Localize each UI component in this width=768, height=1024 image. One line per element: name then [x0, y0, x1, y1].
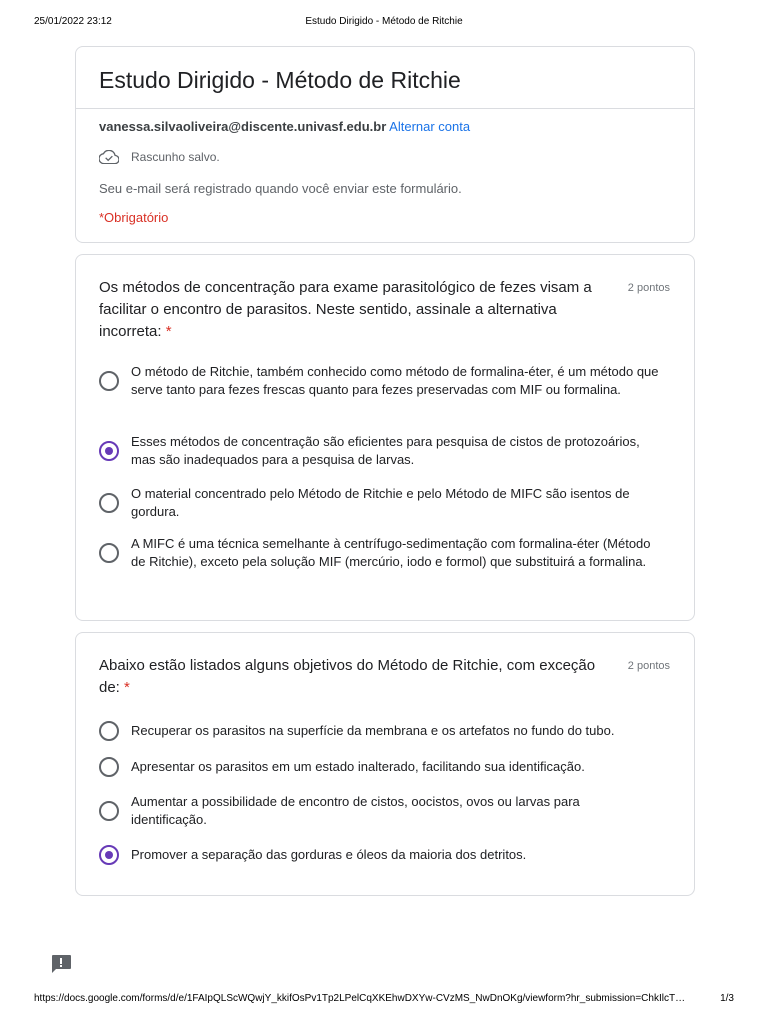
radio-button[interactable]: [99, 493, 119, 513]
question-points: 2 pontos: [627, 282, 670, 294]
switch-account-link[interactable]: Alternar conta: [389, 119, 471, 134]
question-points: 2 pontos: [627, 660, 670, 672]
cloud-done-icon: [99, 150, 119, 164]
option-label: Aumentar a possibilidade de encontro de cistos, oocistos, ovos ou larvas para identificação.: [131, 794, 580, 827]
radio-button[interactable]: [99, 371, 119, 391]
account-line: [99, 119, 470, 134]
print-title: Estudo Dirigido - Método de Ritchie: [305, 16, 463, 27]
option-label: Promover a separação das gorduras e óleos da maioria dos detritos.: [131, 847, 527, 862]
print-date: 25/01/2022 23:12: [34, 16, 112, 27]
radio-button[interactable]: [99, 757, 119, 777]
draft-status-text: Rascunho salvo.: [131, 150, 220, 164]
question-text: Abaixo estão listados alguns objetivos do Método de Ritchie, com exceção de:: [99, 657, 596, 696]
radio-option[interactable]: [99, 363, 659, 399]
header-divider: [76, 108, 694, 109]
print-header: [0, 16, 768, 30]
question-text: Os métodos de concentração para exame parasitológico de fezes visam a facilitar o encontro de parasitos. Neste sentido, assinale a alternativa incorreta:: [99, 279, 592, 340]
radio-option[interactable]: [99, 793, 659, 829]
feedback-icon[interactable]: [50, 954, 72, 974]
option-label: Esses métodos de concentração são eficientes para pesquisa de cistos de protozoários, mas são inadequados para a pesquisa de larvas.: [131, 434, 640, 467]
question-title: [99, 655, 609, 699]
required-asterisk: *: [124, 679, 130, 696]
email-note: Seu e-mail será registrado quando você enviar este formulário.: [99, 181, 462, 196]
radio-option[interactable]: [99, 535, 659, 571]
radio-option[interactable]: [99, 485, 659, 521]
radio-option[interactable]: [99, 433, 659, 469]
question-card-1: [75, 254, 695, 621]
radio-button-selected[interactable]: [99, 845, 119, 865]
radio-option[interactable]: [99, 757, 659, 777]
print-footer: [0, 993, 768, 1007]
required-note: *Obrigatório: [99, 210, 169, 225]
radio-option[interactable]: [99, 721, 659, 741]
form-header-card: [75, 46, 695, 243]
option-label: Recuperar os parasitos na superfície da membrana e os artefatos no fundo do tubo.: [131, 723, 615, 738]
radio-button-selected[interactable]: [99, 441, 119, 461]
print-page-number: 1/3: [720, 993, 734, 1004]
option-label: O material concentrado pelo Método de Ritchie e pelo Método de MIFC são isentos de gordura.: [131, 486, 630, 519]
form-title: Estudo Dirigido - Método de Ritchie: [99, 67, 461, 93]
radio-button[interactable]: [99, 543, 119, 563]
question-card-2: [75, 632, 695, 896]
radio-button[interactable]: [99, 801, 119, 821]
required-asterisk: *: [165, 323, 172, 340]
account-email: vanessa.silvaoliveira@discente.univasf.edu.br: [99, 119, 387, 134]
radio-option[interactable]: [99, 845, 659, 865]
question-title: [99, 277, 609, 343]
option-label: Apresentar os parasitos em um estado inalterado, facilitando sua identificação.: [131, 759, 585, 774]
print-url: https://docs.google.com/forms/d/e/1FAIpQLScWQwjY_kkifOsPv1Tp2LPelCqXKEhwDXYw-CVzMS_NwDnOKg/viewform?hr_submission=ChkIlcT…: [34, 993, 686, 1004]
option-label: A MIFC é uma técnica semelhante à centrífugo-sedimentação com formalina-éter (Método de Ritchie), exceto pela solução MIF (mercúrio, iodo e formol) que substituirá a formalina.: [131, 536, 651, 569]
option-label: O método de Ritchie, também conhecido como método de formalina-éter, é um método que serve tanto para fezes frescas quanto para fezes preservadas com MIF ou formalina.: [131, 364, 659, 397]
draft-status: [99, 150, 220, 164]
radio-button[interactable]: [99, 721, 119, 741]
